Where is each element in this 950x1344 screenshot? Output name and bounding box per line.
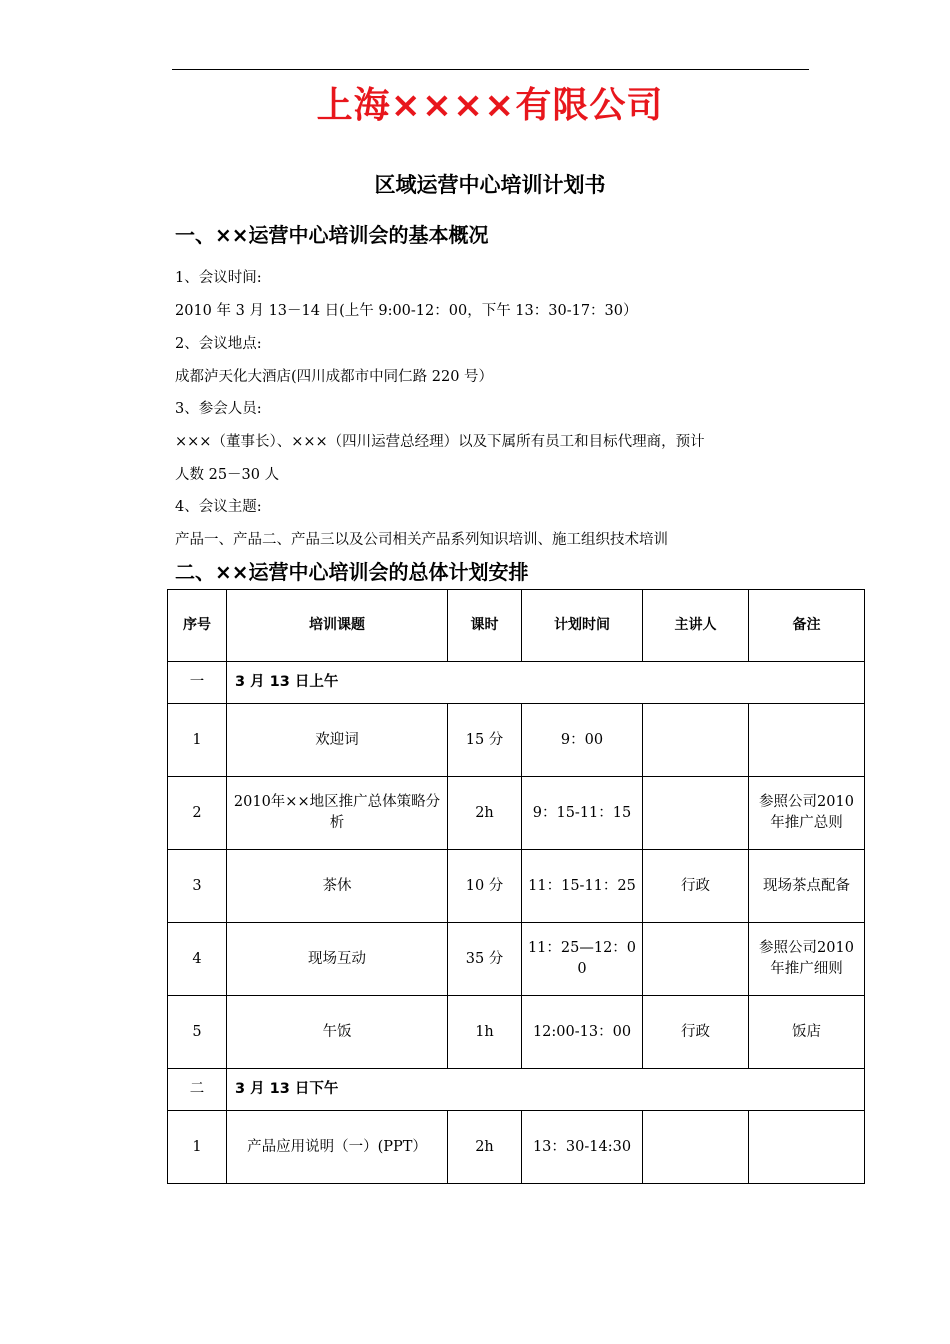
meeting-venue-value: 成都泸天化大酒店(四川成都市中同仁路 220 号）: [175, 369, 494, 385]
training-schedule-table: [167, 589, 865, 1184]
row-hours: 15 分: [448, 704, 522, 777]
column-header-speaker: 主讲人: [643, 590, 749, 662]
attendees-value-line2: 人数 25－30 人: [175, 467, 280, 483]
row-no: 2: [168, 777, 227, 850]
group-index: 二: [168, 1069, 227, 1111]
row-no: 5: [168, 996, 227, 1069]
row-time: 12:00-13：00: [522, 996, 643, 1069]
row-no: 1: [168, 704, 227, 777]
row-speaker: [643, 1111, 749, 1184]
row-note: [749, 704, 865, 777]
row-topic: 欢迎词: [227, 704, 448, 777]
row-time: 9：00: [522, 704, 643, 777]
row-note: [749, 1111, 865, 1184]
row-hours: 35 分: [448, 923, 522, 996]
row-hours: 1h: [448, 996, 522, 1069]
row-no: 4: [168, 923, 227, 996]
table-row: [168, 850, 865, 923]
table-row: [168, 704, 865, 777]
row-note: 参照公司2010 年推广细则: [749, 923, 865, 996]
row-no: 1: [168, 1111, 227, 1184]
row-time: 13：30-14:30: [522, 1111, 643, 1184]
column-header-topic: 培训课题: [227, 590, 448, 662]
column-header-note: 备注: [749, 590, 865, 662]
row-speaker: [643, 704, 749, 777]
meeting-venue-label: 2、会议地点:: [175, 336, 262, 352]
table-row: [168, 996, 865, 1069]
group-index: 一: [168, 662, 227, 704]
table-header-row: [168, 590, 865, 662]
row-speaker: 行政: [643, 996, 749, 1069]
table-row: [168, 1111, 865, 1184]
table-row: [168, 923, 865, 996]
meeting-time-label: 1、会议时间:: [175, 270, 262, 286]
meeting-time-value: 2010 年 3 月 13－14 日(上午 9:00-12：00，下午 13：30-17：30）: [175, 303, 638, 319]
header-rule: [172, 69, 809, 70]
attendees-value-line1: ×××（董事长）、×××（四川运营总经理）以及下属所有员工和目标代理商，预计: [175, 434, 705, 450]
row-time: 11：25—12：00: [522, 923, 643, 996]
column-header-time: 计划时间: [522, 590, 643, 662]
row-topic: 茶休: [227, 850, 448, 923]
row-note: 现场茶点配备: [749, 850, 865, 923]
group-title: 3 月 13 日下午: [227, 1069, 865, 1111]
row-speaker: [643, 777, 749, 850]
group-title: 3 月 13 日上午: [227, 662, 865, 704]
theme-label: 4、会议主题:: [175, 499, 262, 515]
theme-value: 产品一、产品二、产品三以及公司相关产品系列知识培训、施工组织技术培训: [175, 532, 668, 548]
document-title: 区域运营中心培训计划书: [374, 173, 606, 197]
row-hours: 10 分: [448, 850, 522, 923]
attendees-label: 3、参会人员:: [175, 401, 262, 417]
row-no: 3: [168, 850, 227, 923]
table-row: [168, 777, 865, 850]
group-row-morning: [168, 662, 865, 704]
group-row-afternoon: [168, 1069, 865, 1111]
row-note: 参照公司2010 年推广总则: [749, 777, 865, 850]
section-heading-overview: 一、××运营中心培训会的基本概况: [175, 223, 489, 247]
row-hours: 2h: [448, 1111, 522, 1184]
row-note: 饭店: [749, 996, 865, 1069]
column-header-hours: 课时: [448, 590, 522, 662]
row-speaker: 行政: [643, 850, 749, 923]
row-topic: 2010年××地区推广总体策略分析: [227, 777, 448, 850]
row-topic: 产品应用说明（一）(PPT）: [227, 1111, 448, 1184]
row-hours: 2h: [448, 777, 522, 850]
row-time: 11：15-11：25: [522, 850, 643, 923]
row-speaker: [643, 923, 749, 996]
row-topic: 午饭: [227, 996, 448, 1069]
company-name: 上海××××有限公司: [316, 85, 664, 126]
section-heading-plan: 二、××运营中心培训会的总体计划安排: [175, 560, 529, 584]
column-header-no: 序号: [168, 590, 227, 662]
row-time: 9：15-11：15: [522, 777, 643, 850]
row-topic: 现场互动: [227, 923, 448, 996]
